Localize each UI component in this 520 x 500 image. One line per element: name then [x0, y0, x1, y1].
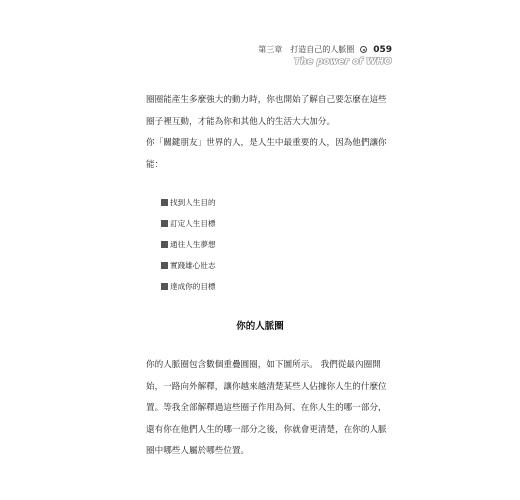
- page-number: 059: [373, 44, 392, 55]
- circle-dot-icon: [360, 46, 367, 53]
- list-item-text: 訂定人生目標: [170, 219, 216, 228]
- chapter-title: 第三章 打造自己的人脈圈: [258, 45, 355, 54]
- english-title: The power of WHO: [294, 57, 392, 67]
- square-bullet-icon: [161, 241, 168, 248]
- list-item-text: 通往人生夢想: [170, 240, 216, 249]
- section-heading: 你的人脈圈: [236, 321, 284, 332]
- list-item: [161, 276, 216, 297]
- paragraph-1: 圈圈能產生多麼強大的動力時，你也開始了解自己要怎麼在這些圈子裡互動，才能為你和其他人的生活大大加分。: [146, 95, 387, 127]
- list-item-text: 找到人生目的: [170, 198, 216, 207]
- list-item: [161, 213, 216, 234]
- list-item: [161, 234, 216, 255]
- square-bullet-icon: [161, 262, 168, 269]
- paragraph-2: 你「關鍵朋友」世界的人，是人生中最重要的人，因為他們讓你能：: [146, 138, 387, 170]
- list-item: [161, 255, 216, 276]
- list-item: [161, 192, 216, 213]
- list-item-text: 實踐雄心壯志: [170, 261, 216, 270]
- list-item-text: 達成你的目標: [170, 282, 216, 291]
- goal-list: [161, 192, 216, 297]
- square-bullet-icon: [161, 283, 168, 290]
- paragraph-3: 你的人脈圈包含數個重疊圓圈，如下圖所示。 我們從最內圈開始，一路向外解釋，讓你越來越清楚某些人佔據你人生的什麼位置。等我全部解釋過這些圈子作用為何、在你人生的哪一部分，還有你在他們人生的哪一部分之後，你就會更清楚，在你的人脈圈中哪些人屬於哪些位置。: [146, 360, 387, 456]
- square-bullet-icon: [161, 199, 168, 206]
- square-bullet-icon: [161, 220, 168, 227]
- running-head: [258, 44, 392, 55]
